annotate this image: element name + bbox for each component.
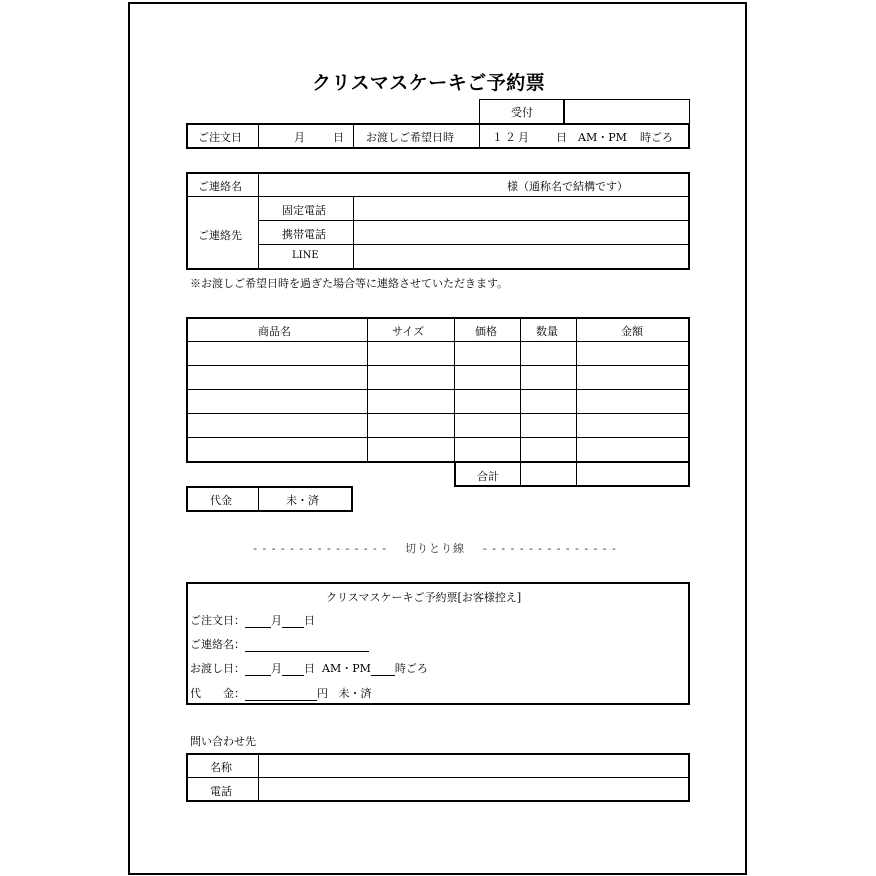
stub-price-blank[interactable] xyxy=(245,688,317,701)
order-date-label: ご注文日 xyxy=(198,131,242,144)
payment-label: 代金 xyxy=(210,494,232,507)
order-month-label: 月 xyxy=(294,131,305,144)
divider xyxy=(258,244,689,245)
stub-order-day-blank[interactable] xyxy=(282,615,304,628)
contact-label: ご連絡先 xyxy=(198,229,242,242)
stub-delivery-day-label: 日 xyxy=(304,662,315,675)
stub-order-date-row xyxy=(190,612,315,628)
delivery-month: １２月 xyxy=(492,131,531,144)
stub-price-row xyxy=(190,685,372,701)
order-day-label: 日 xyxy=(333,131,344,144)
header-amount: 金額 xyxy=(621,325,643,338)
stub-delivery-time-blank[interactable] xyxy=(371,663,395,676)
inquiry-phone-label: 電話 xyxy=(210,785,232,798)
stub-order-month-blank[interactable] xyxy=(245,615,271,628)
stub-order-day-label: 日 xyxy=(304,614,315,627)
stub-title: クリスマスケーキご予約票[お客様控え] xyxy=(326,591,522,604)
stub-delivery-ampm: AM・PM xyxy=(322,662,371,675)
delivery-label: お渡しご希望日時 xyxy=(366,131,454,144)
divider xyxy=(187,413,689,414)
divider xyxy=(187,196,689,197)
stub-name-blank[interactable] xyxy=(245,639,369,652)
divider xyxy=(187,365,689,366)
delivery-time-suffix: 時ごろ xyxy=(640,131,673,144)
cut-line xyxy=(200,540,670,556)
divider xyxy=(367,318,368,462)
stub-order-date-label: ご注文日： xyxy=(190,614,245,627)
header-price: 価格 xyxy=(475,325,497,338)
contact-note: ※お渡しご希望日時を過ぎた場合等に連絡させていただきます。 xyxy=(190,277,509,290)
divider xyxy=(353,124,354,148)
divider xyxy=(353,197,354,269)
divider xyxy=(258,487,259,511)
divider xyxy=(187,341,689,342)
delivery-day-label: 日 xyxy=(556,131,567,144)
divider xyxy=(187,389,689,390)
stub-delivery-label: お渡し日： xyxy=(190,662,245,675)
stub-paid-status: 未・済 xyxy=(338,687,372,700)
stub-delivery-month-blank[interactable] xyxy=(245,663,271,676)
divider xyxy=(187,777,689,778)
contact-row-mobile: 携帯電話 xyxy=(282,228,326,241)
stub-delivery-row xyxy=(190,660,428,676)
divider xyxy=(479,124,480,148)
divider xyxy=(258,173,259,269)
total-label: 合計 xyxy=(477,470,499,483)
divider xyxy=(187,437,689,438)
divider xyxy=(258,754,259,801)
stub-name-label: ご連絡名： xyxy=(190,638,245,651)
contact-name-label: ご連絡名 xyxy=(198,180,242,193)
inquiry-heading: 問い合わせ先 xyxy=(190,735,256,748)
payment-status: 未・済 xyxy=(286,494,319,507)
stub-price-label: 代 金： xyxy=(190,687,245,700)
divider xyxy=(258,124,259,148)
stub-yen-label: 円 xyxy=(317,687,328,700)
stub-delivery-day-blank[interactable] xyxy=(282,663,304,676)
header-quantity: 数量 xyxy=(536,325,558,338)
reception-label: 受付 xyxy=(479,99,565,124)
contact-name-note: 様（通称名で結構です） xyxy=(507,180,628,193)
cut-dashes-left: - - - - - - - - - - - - - - - xyxy=(253,542,387,555)
contact-row-landline: 固定電話 xyxy=(282,204,326,217)
header-size: サイズ xyxy=(392,325,425,338)
reception-field[interactable] xyxy=(563,99,690,124)
stub-delivery-time-suffix: 時ごろ xyxy=(394,662,428,675)
header-product: 商品名 xyxy=(258,325,291,338)
divider xyxy=(258,220,689,221)
stub-order-month-label: 月 xyxy=(271,614,282,627)
cut-label: 切りとり線 xyxy=(405,542,465,555)
cut-dashes-right: - - - - - - - - - - - - - - - xyxy=(483,542,617,555)
stub-name-row xyxy=(190,636,369,652)
stub-delivery-month-label: 月 xyxy=(271,662,282,675)
form-title: クリスマスケーキご予約票 xyxy=(312,72,546,94)
contact-row-line: LINE xyxy=(292,250,319,261)
delivery-ampm: AM・PM xyxy=(578,131,627,144)
inquiry-name-label: 名称 xyxy=(210,761,232,774)
